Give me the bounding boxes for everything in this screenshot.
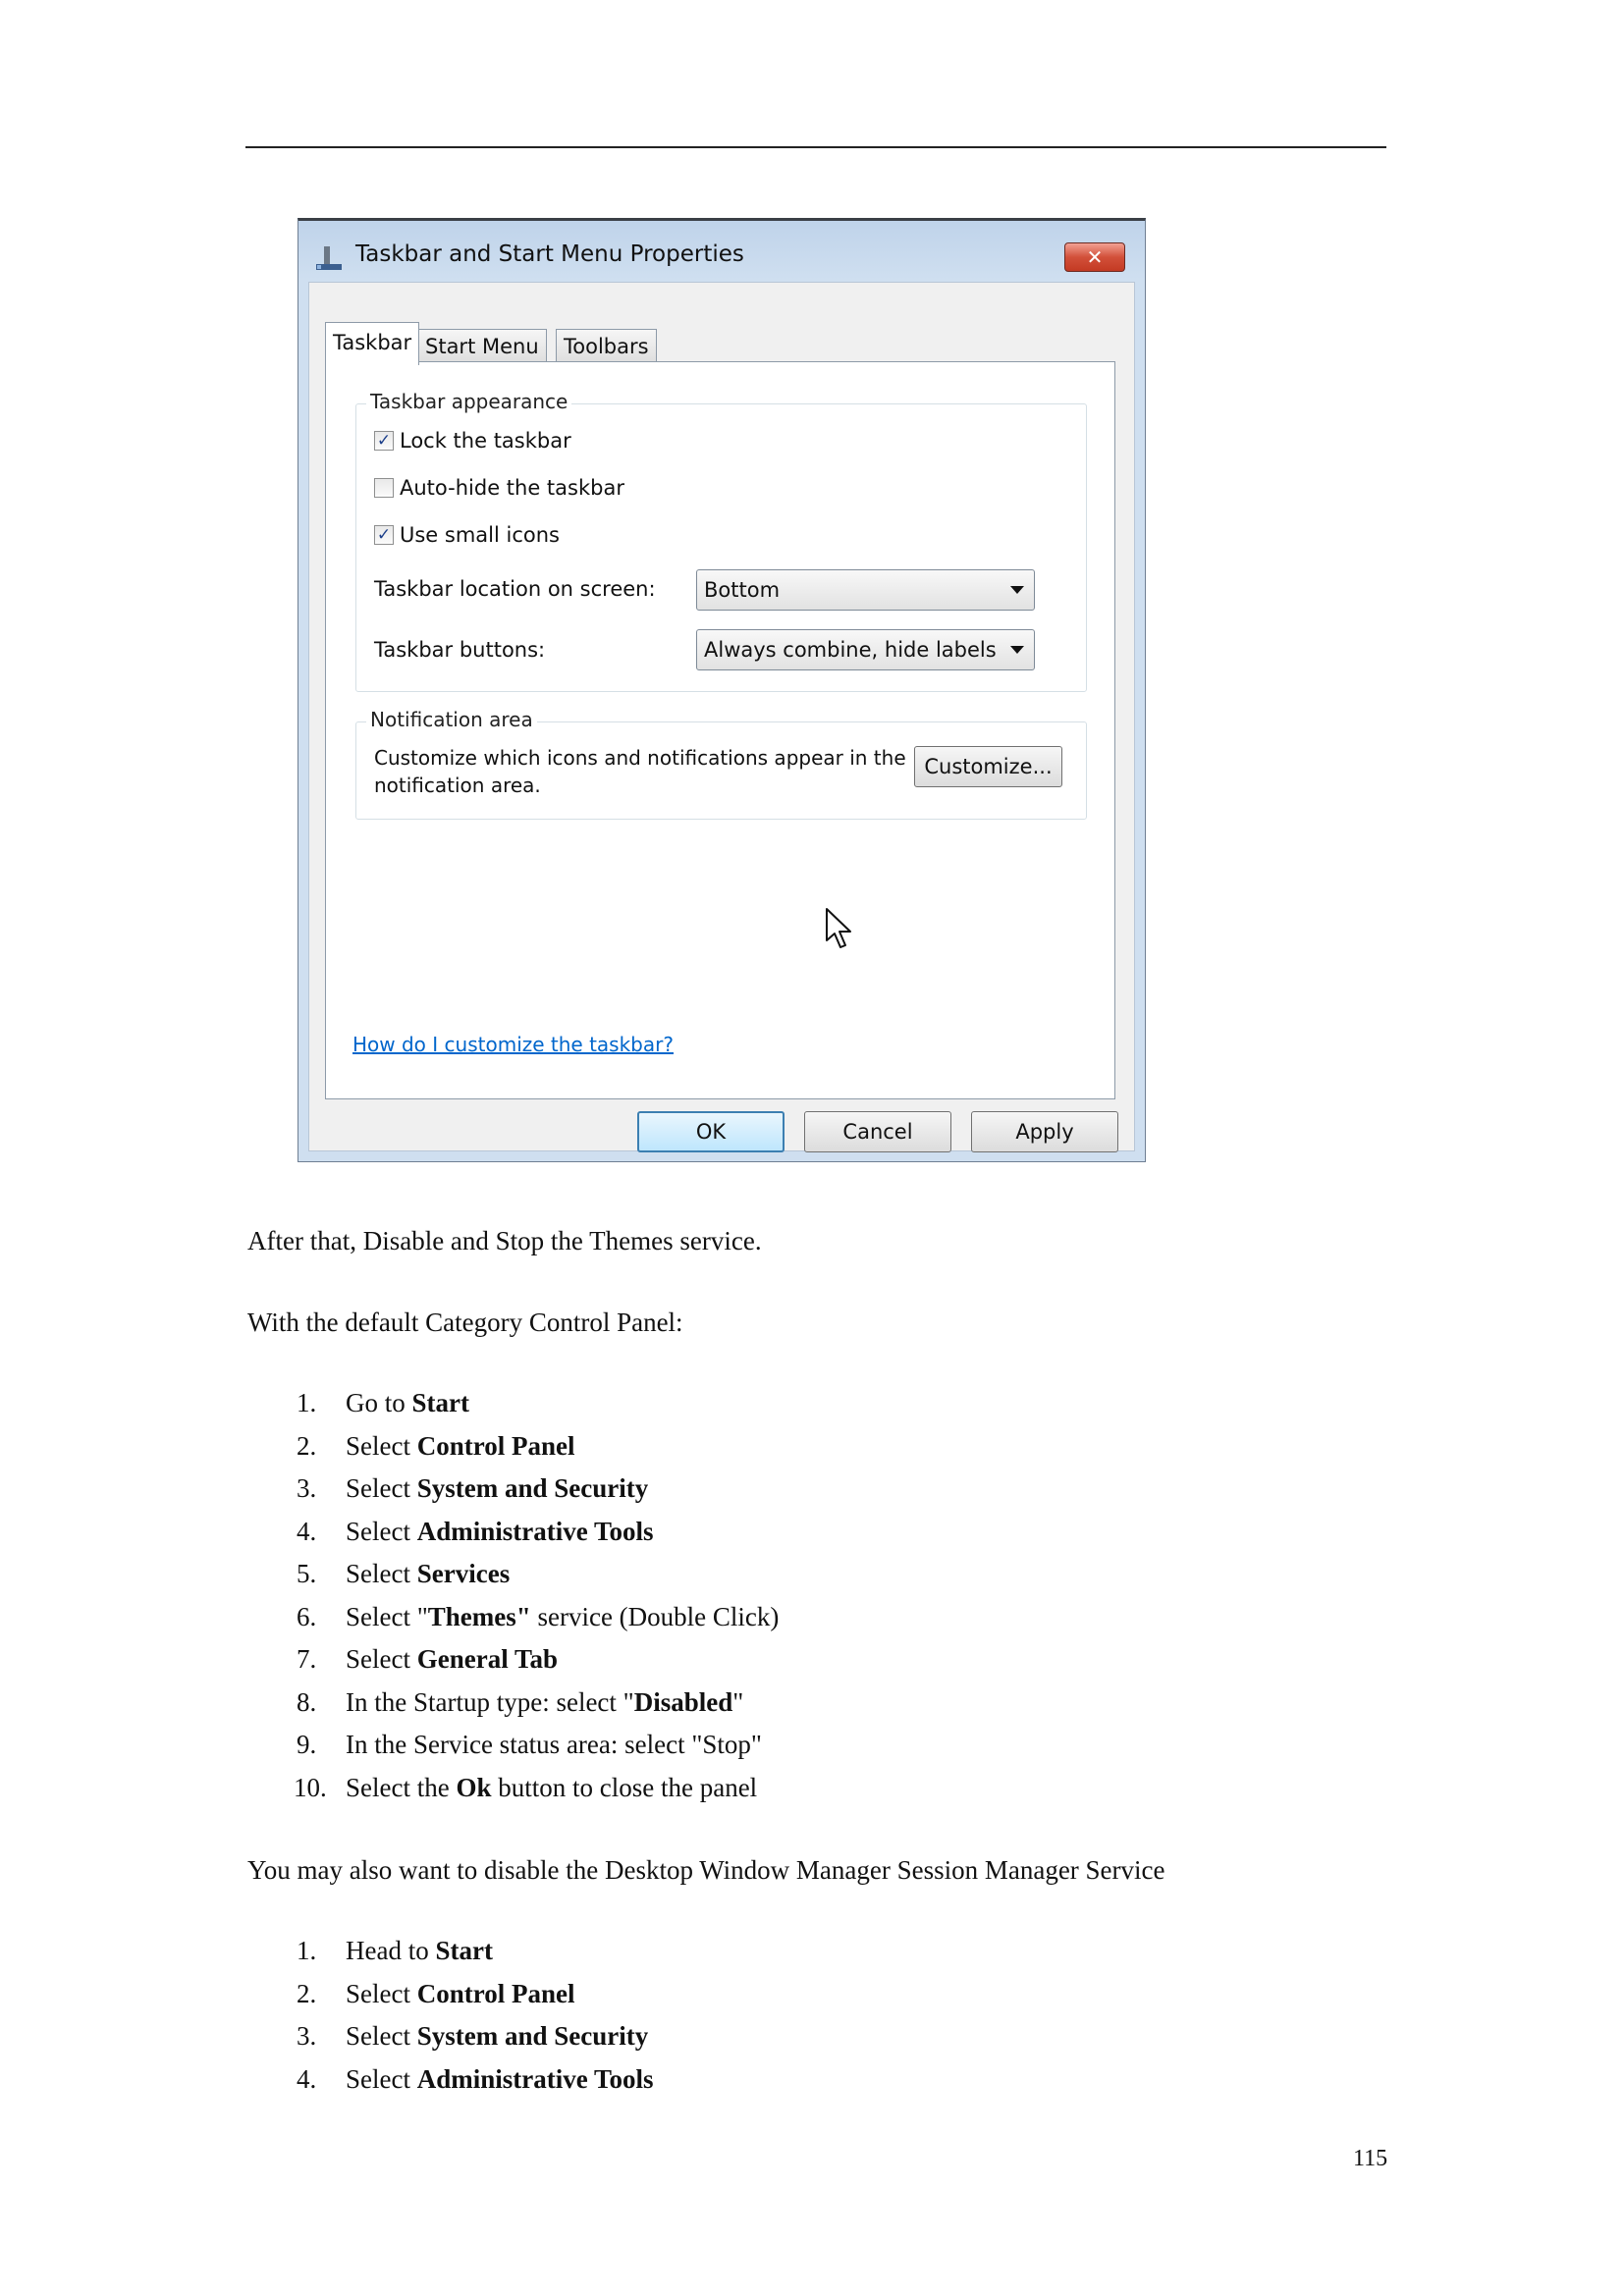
list-item-text-bold: Disabled (633, 1686, 733, 1717)
list-item-number: 8. (297, 1686, 317, 1717)
cancel-button[interactable]: Cancel (804, 1111, 951, 1152)
mouse-pointer-icon (824, 907, 855, 950)
tab-start-menu[interactable]: Start Menu (417, 329, 547, 365)
list-item-text-plain: In the Service status area: select "Stop" (346, 1730, 762, 1759)
list-item-text (346, 1516, 654, 1547)
buttons-label: Taskbar buttons: (374, 638, 546, 662)
list-item-number: 7. (297, 1644, 317, 1674)
tab-toolbars[interactable]: Toolbars (556, 329, 657, 365)
list-item-number: 2. (297, 1430, 317, 1461)
list-item-text (346, 2020, 648, 2052)
location-label: Taskbar location on screen: (374, 577, 656, 601)
dialog-title: Taskbar and Start Menu Properties (355, 241, 744, 267)
group-legend-notification: Notification area (366, 708, 537, 731)
group-legend-appearance: Taskbar appearance (366, 390, 571, 413)
list-item-text-plain: Select (346, 1978, 417, 2008)
buttons-dropdown-value: Always combine, hide labels (704, 638, 997, 662)
list-item-text-plain: Select (346, 1430, 417, 1461)
autohide-taskbar-checkbox[interactable] (374, 478, 394, 498)
list-item-text-plain: Select (346, 2021, 417, 2051)
notification-area-group (355, 708, 1087, 820)
customize-button[interactable]: Customize... (914, 746, 1062, 787)
location-dropdown[interactable] (696, 569, 1035, 611)
list-item-text-plain: Select (346, 2063, 417, 2094)
taskbar-tab-panel (325, 361, 1115, 1099)
list-item-number: 10. (294, 1772, 327, 1802)
list-item-text (346, 1430, 574, 1462)
list-item-text-bold: Administrative Tools (416, 2063, 654, 2094)
close-button[interactable] (1064, 242, 1125, 272)
list-item-text-plain: In the Startup type: select " (346, 1686, 634, 1717)
small-icons-checkbox[interactable]: ✓ (374, 525, 394, 545)
taskbar-appearance-group (355, 390, 1087, 692)
dropdown-arrow-icon (1010, 646, 1024, 654)
list-item-number: 9. (297, 1730, 317, 1759)
list-item-text (346, 1601, 779, 1632)
list-item-text-plain: Select (346, 1473, 417, 1503)
list-item-text-plain: Go to (346, 1388, 412, 1417)
lock-taskbar-checkbox-row[interactable] (374, 428, 571, 455)
paragraph-category-panel: With the default Category Control Panel: (247, 1308, 683, 1337)
list-item-text (346, 1686, 743, 1718)
list-item-text-plain: Select (346, 1644, 417, 1674)
list-item-number: 2. (297, 1978, 317, 2008)
list-item-text-plain: button to close the panel (491, 1772, 758, 1802)
help-link[interactable]: How do I customize the taskbar? (352, 1033, 674, 1056)
list-item-text-bold: Services (416, 1559, 511, 1588)
paragraph-dwm: You may also want to disable the Desktop Window Manager Session Manager Service (247, 1855, 1165, 1885)
list-item-text (346, 1772, 757, 1803)
list-item-text-bold: Control Panel (416, 1978, 575, 2008)
list-item-text (346, 1935, 493, 1966)
list-item-text-plain: Head to (346, 1936, 436, 1965)
autohide-taskbar-checkbox-row[interactable] (374, 475, 624, 503)
lock-taskbar-label: Lock the taskbar (400, 429, 571, 453)
list-item-number: 4. (297, 1516, 317, 1546)
list-item-text-bold: System and Security (416, 1473, 649, 1503)
list-item-text-bold: Start (435, 1936, 493, 1965)
list-item-text (346, 1729, 762, 1760)
dropdown-arrow-icon (1010, 586, 1024, 594)
list-item-text-plain: Select " (346, 1601, 428, 1631)
dialog-client-area (308, 282, 1135, 1151)
list-item-text-bold: Administrative Tools (416, 1516, 654, 1546)
title-bar[interactable] (298, 221, 1145, 280)
ok-button[interactable]: OK (637, 1111, 785, 1152)
list-item-number: 6. (297, 1601, 317, 1631)
autohide-taskbar-label: Auto-hide the taskbar (400, 476, 624, 500)
location-dropdown-value: Bottom (704, 578, 781, 602)
paragraph-themes: After that, Disable and Stop the Themes service. (247, 1226, 762, 1255)
list-item-number: 5. (297, 1559, 317, 1588)
taskbar-properties-dialog (298, 218, 1146, 1162)
list-item-text-bold: Ok (456, 1772, 492, 1802)
list-item-text (346, 2063, 654, 2095)
apply-button[interactable]: Apply (971, 1111, 1118, 1152)
list-item-text-bold: General Tab (416, 1644, 559, 1674)
list-item-text-plain: " (732, 1686, 744, 1717)
notification-description: Customize which icons and notifications appear in the notification area. (374, 746, 906, 797)
list-item-text-bold: Control Panel (416, 1430, 575, 1461)
tab-taskbar[interactable]: Taskbar (325, 322, 419, 365)
list-item-text-plain: Select the (346, 1772, 457, 1802)
list-item-number: 4. (297, 2063, 317, 2094)
list-item-text-bold: System and Security (416, 2021, 649, 2051)
close-icon: ✕ (1086, 245, 1104, 269)
list-item-text (346, 1472, 648, 1504)
list-item-text-plain: Select (346, 1516, 417, 1546)
page-number: 115 (1353, 2146, 1388, 2171)
lock-taskbar-checkbox[interactable]: ✓ (374, 431, 394, 451)
list-item-text (346, 1643, 558, 1675)
taskbar-app-icon (314, 244, 344, 272)
small-icons-checkbox-row[interactable] (374, 522, 560, 550)
list-item-number: 1. (297, 1936, 317, 1965)
list-item-text-plain: service (Double Click) (530, 1601, 780, 1631)
list-item-number: 3. (297, 1473, 317, 1503)
header-rule (245, 146, 1386, 148)
list-item-text (346, 1978, 574, 2009)
list-item-text (346, 1558, 510, 1589)
list-item-number: 1. (297, 1388, 317, 1417)
list-item-text-bold: Start (411, 1388, 469, 1417)
small-icons-label: Use small icons (400, 523, 560, 547)
list-item-number: 3. (297, 2021, 317, 2051)
buttons-dropdown[interactable] (696, 629, 1035, 670)
list-item-text (346, 1387, 469, 1418)
list-item-text-bold: Themes" (427, 1601, 531, 1631)
list-item-text-plain: Select (346, 1559, 417, 1588)
